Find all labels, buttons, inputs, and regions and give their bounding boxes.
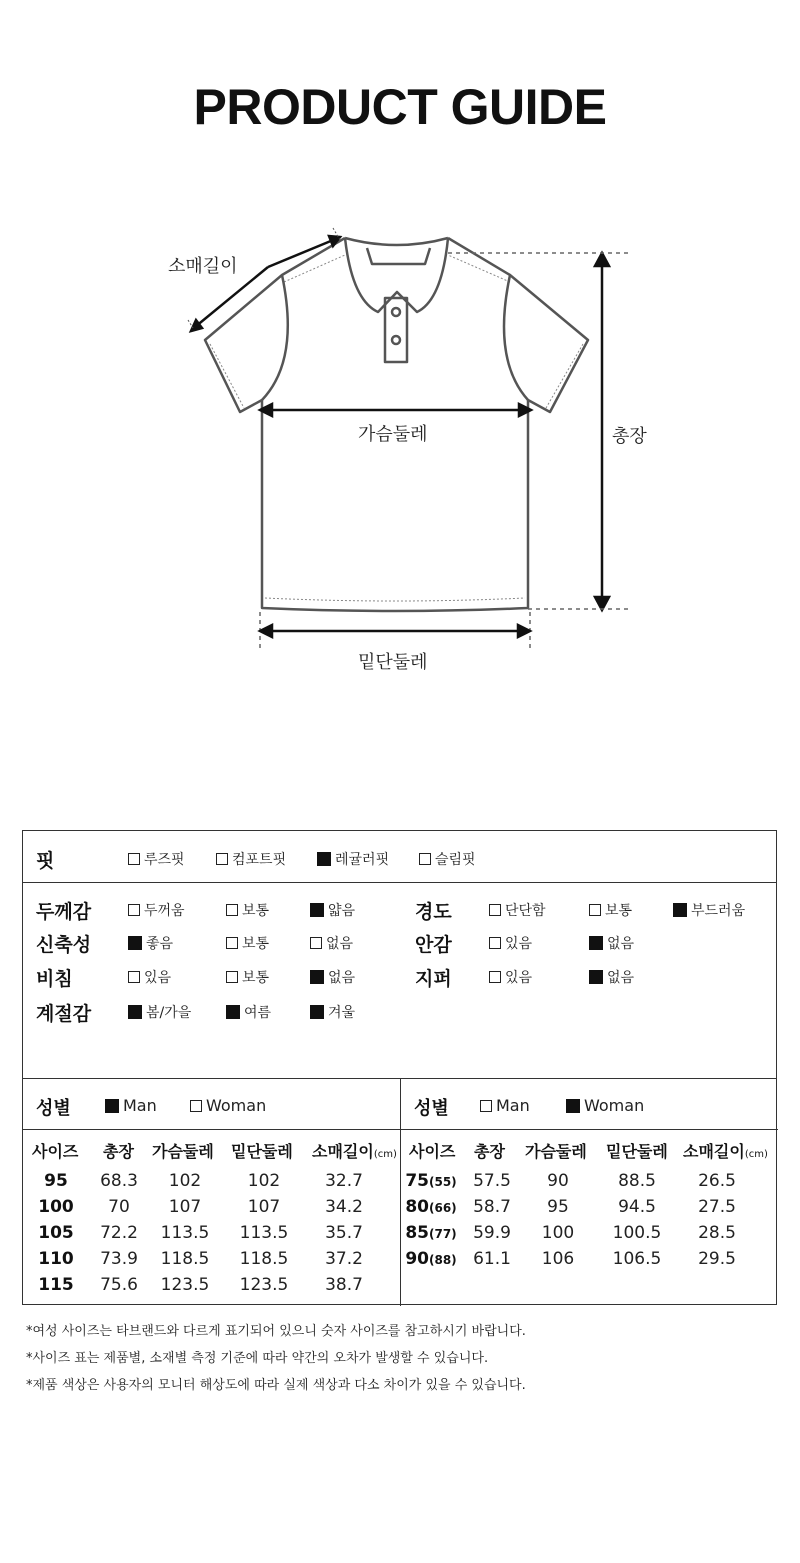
measure-cell: 106.5 [612, 1249, 662, 1269]
men-rows [23, 1171, 400, 1301]
hem-label: 밑단둘레 [358, 652, 428, 673]
fit-option: 루즈핏 [128, 849, 185, 869]
thickness-option: 얇음 [310, 900, 355, 920]
measure-cell: 118.5 [239, 1249, 289, 1269]
checkbox-icon [226, 937, 238, 949]
season-option: 겨울 [310, 1002, 355, 1022]
measure-cell: 100.5 [612, 1223, 662, 1243]
measure-cell: 26.5 [698, 1171, 736, 1191]
checkbox-checked-icon [673, 903, 687, 917]
table-row [23, 1249, 400, 1275]
checkbox-checked-icon [105, 1099, 119, 1113]
season-option: 여름 [226, 1002, 271, 1022]
size-number: 85 [405, 1223, 429, 1243]
lining-option: 있음 [489, 933, 532, 953]
thickness-option: 두꺼움 [128, 900, 185, 920]
table-row [401, 1171, 778, 1197]
column-headers [401, 1139, 778, 1159]
checkbox-icon [419, 853, 431, 865]
zipper-header: 지퍼 [415, 968, 452, 990]
sheerness-option: 있음 [128, 967, 171, 987]
sleeve-length-label: 소매길이 [168, 256, 238, 277]
checkbox-checked-icon [226, 1005, 240, 1019]
gender-option-man: Man [105, 1096, 157, 1115]
fit-row [23, 831, 776, 883]
column-header: 사이즈 [32, 1142, 79, 1161]
size-number: 75 [405, 1171, 429, 1191]
checkbox-icon [226, 971, 238, 983]
size-korean: (66) [429, 1201, 457, 1215]
table-row [23, 1171, 400, 1197]
hardness-option: 단단함 [489, 900, 546, 920]
measure-cell: 94.5 [618, 1197, 656, 1217]
size-cell: 115 [38, 1275, 74, 1295]
measure-cell: 118.5 [160, 1249, 210, 1269]
notes [26, 1322, 786, 1403]
measure-cell: 123.5 [160, 1275, 210, 1295]
measure-cell: 90 [547, 1171, 569, 1191]
measure-cell: 68.3 [100, 1171, 138, 1191]
checkbox-checked-icon [566, 1099, 580, 1113]
measure-cell: 58.7 [473, 1197, 511, 1217]
hardness-header: 경도 [415, 901, 452, 923]
page-title: PRODUCT GUIDE [193, 79, 607, 135]
size-cell: 100 [38, 1197, 74, 1217]
stretch-header: 신축성 [36, 934, 92, 956]
measure-cell: 123.5 [239, 1275, 289, 1295]
column-header: 총장 [103, 1142, 134, 1161]
checkbox-checked-icon [310, 1005, 324, 1019]
checkbox-icon [489, 971, 501, 983]
measure-cell: 113.5 [239, 1223, 289, 1243]
gender-header: 성별 [414, 1098, 449, 1119]
checkbox-icon [489, 937, 501, 949]
unit-label: (cm) [744, 1149, 768, 1160]
checkbox-checked-icon [310, 970, 324, 984]
measurement-diagram [0, 200, 800, 700]
size-cell [405, 1171, 456, 1191]
stretch-option: 없음 [310, 933, 353, 953]
table-row [401, 1223, 778, 1249]
checkbox-checked-icon [128, 1005, 142, 1019]
checkbox-checked-icon [317, 852, 331, 866]
size-cell [405, 1223, 456, 1243]
measure-cell: 61.1 [473, 1249, 511, 1269]
size-number: 80 [405, 1197, 429, 1217]
thickness-header: 두께감 [36, 901, 92, 923]
note-line: *여성 사이즈는 타브랜드와 다르게 표기되어 있으니 숫자 사이즈를 참고하시기 바랍니다. [26, 1324, 526, 1339]
attributes-section [23, 883, 776, 1079]
measure-cell: 34.2 [325, 1197, 363, 1217]
table-row [401, 1197, 778, 1223]
size-korean: (88) [429, 1253, 457, 1267]
fit-option: 레귤러핏 [317, 849, 389, 869]
note-line: *사이즈 표는 제품별, 소재별 측정 기준에 따라 약간의 오차가 발생할 수 있습니다. [26, 1351, 489, 1366]
thickness-option: 보통 [226, 900, 269, 920]
season-header: 계절감 [36, 1003, 92, 1025]
size-korean: (77) [429, 1227, 457, 1241]
men-size-table [23, 1079, 401, 1306]
sheerness-option: 보통 [226, 967, 269, 987]
measure-cell: 35.7 [325, 1223, 363, 1243]
column-header: 밑단둘레 [231, 1142, 293, 1161]
checkbox-checked-icon [128, 936, 142, 950]
lining-header: 안감 [415, 934, 452, 956]
measure-cell: 113.5 [160, 1223, 210, 1243]
checkbox-icon [489, 904, 501, 916]
chest-label: 가슴둘레 [358, 424, 428, 445]
measure-cell: 38.7 [325, 1275, 363, 1295]
size-tables [23, 1079, 776, 1306]
gender-row [401, 1079, 778, 1130]
checkbox-checked-icon [589, 970, 603, 984]
measure-cell: 57.5 [473, 1171, 511, 1191]
measure-cell: 88.5 [618, 1171, 656, 1191]
measure-cell: 102 [247, 1171, 281, 1191]
measure-cell: 72.2 [100, 1223, 138, 1243]
size-cell: 105 [38, 1223, 74, 1243]
measure-cell: 75.6 [100, 1275, 138, 1295]
measure-cell: 59.9 [473, 1223, 511, 1243]
women-rows [401, 1171, 778, 1275]
season-option: 봄/가을 [128, 1002, 191, 1022]
size-cell [405, 1249, 456, 1269]
column-header: 총장 [474, 1142, 505, 1161]
checkbox-checked-icon [589, 936, 603, 950]
size-cell: 110 [38, 1249, 74, 1269]
sheerness-option: 없음 [310, 967, 355, 987]
checkbox-icon [310, 937, 322, 949]
hardness-option: 보통 [589, 900, 632, 920]
size-korean: (55) [429, 1175, 457, 1189]
product-info-table [22, 830, 777, 1305]
column-header: 소매길이(cm) [683, 1142, 768, 1161]
measure-cell: 100 [541, 1223, 575, 1243]
checkbox-icon [128, 904, 140, 916]
size-number: 90 [405, 1249, 429, 1269]
lining-option: 없음 [589, 933, 634, 953]
size-cell: 95 [44, 1171, 68, 1191]
measure-cell: 37.2 [325, 1249, 363, 1269]
checkbox-icon [190, 1100, 202, 1112]
gender-option-woman: Woman [190, 1096, 266, 1115]
table-row [23, 1197, 400, 1223]
note-line: *제품 색상은 사용자의 모니터 해상도에 따라 실제 색상과 다소 차이가 있을 수 있습니다. [26, 1378, 526, 1393]
measure-cell: 32.7 [325, 1171, 363, 1191]
column-header: 가슴둘레 [152, 1142, 214, 1161]
gender-option-woman: Woman [566, 1096, 644, 1115]
checkbox-icon [226, 904, 238, 916]
stretch-option: 좋음 [128, 933, 173, 953]
hardness-option: 부드러움 [673, 900, 745, 920]
column-header: 밑단둘레 [606, 1142, 668, 1161]
measure-cell: 29.5 [698, 1249, 736, 1269]
fit-header: 핏 [36, 850, 55, 872]
fit-option: 슬림핏 [419, 849, 476, 869]
measure-cell: 107 [247, 1197, 281, 1217]
measure-cell: 95 [547, 1197, 569, 1217]
zipper-option: 없음 [589, 967, 634, 987]
checkbox-icon [128, 853, 140, 865]
total-length-label: 총장 [612, 426, 647, 447]
column-headers [23, 1139, 400, 1159]
checkbox-checked-icon [310, 903, 324, 917]
measure-cell: 70 [108, 1197, 130, 1217]
column-header: 가슴둘레 [525, 1142, 587, 1161]
polo-shirt-illustration [0, 200, 800, 700]
table-row [401, 1249, 778, 1275]
table-row [23, 1275, 400, 1301]
column-header: 소매길이(cm) [312, 1142, 397, 1161]
measure-cell: 107 [168, 1197, 202, 1217]
measure-cell: 27.5 [698, 1197, 736, 1217]
measure-cell: 28.5 [698, 1223, 736, 1243]
gender-row [23, 1079, 400, 1130]
stretch-option: 보통 [226, 933, 269, 953]
fit-option: 컴포트핏 [216, 849, 286, 869]
gender-header: 성별 [36, 1098, 71, 1119]
checkbox-icon [589, 904, 601, 916]
measure-cell: 73.9 [100, 1249, 138, 1269]
sheerness-header: 비침 [36, 968, 73, 990]
zipper-option: 있음 [489, 967, 532, 987]
measure-cell: 102 [168, 1171, 202, 1191]
measure-cell: 106 [541, 1249, 575, 1269]
table-row [23, 1223, 400, 1249]
women-size-table [401, 1079, 778, 1306]
gender-option-man: Man [480, 1096, 530, 1115]
unit-label: (cm) [373, 1149, 397, 1160]
size-cell [405, 1197, 456, 1217]
checkbox-icon [128, 971, 140, 983]
checkbox-icon [480, 1100, 492, 1112]
checkbox-icon [216, 853, 228, 865]
column-header: 사이즈 [409, 1142, 456, 1161]
